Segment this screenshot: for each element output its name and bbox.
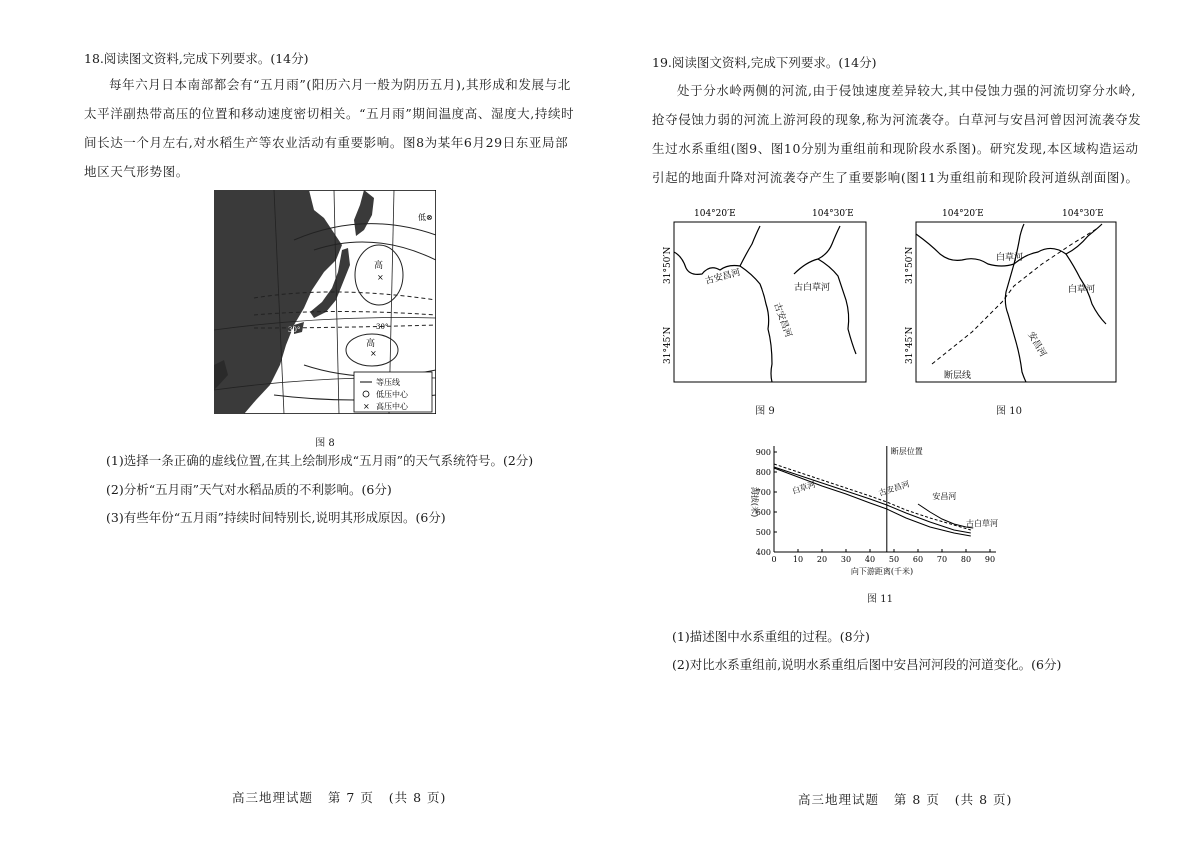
figure-8-caption: 图 8 — [315, 438, 335, 449]
series-line-安昌河 — [918, 504, 973, 528]
high-center-label-2: 高 — [366, 339, 376, 349]
fig10-river-c: 安昌河 — [1025, 330, 1048, 359]
fig10-lon-left: 104°20′E — [942, 209, 984, 219]
y-axis-label: 海拔(米) — [750, 486, 759, 518]
figure-9-river-map — [660, 204, 870, 384]
deg-label-b: 30° — [376, 323, 389, 331]
fig9-lon-right: 104°30′E — [812, 209, 854, 219]
fig9-river-a: 古安昌河 — [704, 267, 742, 287]
fig9-lon-left: 104°20′E — [694, 209, 736, 219]
svg-text:×: × — [363, 402, 370, 411]
x-axis-label: 向下游距离(千米) — [850, 567, 914, 576]
y-tick-label: 600 — [755, 508, 771, 517]
series-label: 白草河 — [791, 479, 817, 496]
figure-11-caption: 图 11 — [867, 594, 893, 605]
q19-part1: (1)描述图中水系重组的过程。(8分) — [672, 629, 870, 644]
figure-8-weather-map — [214, 190, 436, 414]
high-center-label-1: 高 — [374, 261, 384, 271]
fig9-lat-top: 31°50′N — [663, 246, 673, 284]
figure-11-profile-chart — [744, 440, 1034, 580]
x-tick-label: 80 — [960, 555, 972, 564]
fig10-lat-top: 31°50′N — [905, 246, 915, 284]
q18-part3: (3)有些年份“五月雨”持续时间特别长,说明其形成原因。(6分) — [106, 510, 446, 525]
deg-label-a: 30° — [288, 326, 301, 334]
x-tick-label: 60 — [912, 555, 924, 564]
x-tick-label: 90 — [984, 555, 996, 564]
x-tick-label: 10 — [792, 555, 804, 564]
figure-9-caption: 图 9 — [755, 406, 775, 417]
y-tick-label: 800 — [755, 468, 771, 477]
series-label: 安昌河 — [932, 492, 957, 501]
x-tick-label: 50 — [888, 555, 900, 564]
svg-text:×: × — [370, 349, 377, 358]
x-tick-label: 70 — [936, 555, 948, 564]
q18-part2: (2)分析“五月雨”天气对水稻品质的不利影响。(6分) — [106, 482, 392, 497]
q18-title: 18.阅读图文资料,完成下列要求。(14分) — [84, 51, 309, 66]
legend-high: 高压中心 — [376, 402, 408, 411]
fig10-river-b: 白草河 — [1068, 285, 1096, 295]
series-label: 古安昌河 — [877, 479, 911, 498]
y-tick-label: 700 — [755, 488, 771, 497]
fault-position-label: 断层位置 — [890, 447, 923, 456]
q18-part1: (1)选择一条正确的虚线位置,在其上绘制形成“五月雨”的天气系统符号。(2分) — [106, 453, 534, 468]
footer-left: 高三地理试题 第 7 页 (共 8 页) — [232, 790, 447, 805]
low-center-label: 低⊗ — [418, 213, 433, 222]
y-tick-label: 900 — [755, 448, 771, 457]
fig9-river-c: 古白草河 — [794, 283, 831, 293]
svg-text:×: × — [377, 273, 384, 282]
footer-right: 高三地理试题 第 8 页 (共 8 页) — [798, 792, 1013, 807]
fig9-lat-bottom: 31°45′N — [663, 326, 673, 364]
q19-part2: (2)对比水系重组前,说明水系重组后图中安昌河河段的河道变化。(6分) — [672, 657, 1062, 672]
fig10-lon-right: 104°30′E — [1062, 209, 1104, 219]
figure-10-caption: 图 10 — [996, 406, 1022, 417]
y-tick-label: 400 — [755, 548, 771, 557]
legend-isobar: 等压线 — [376, 378, 400, 387]
q19-paragraph: 处于分水岭两侧的河流,由于侵蚀速度差异较大,其中侵蚀力强的河流切穿分水岭,抢夺侵蚀力弱的河流上游河段的现象,称为河流袭夺。白草河与安昌河曾因河流袭夺发生过水系重组(图9、图10分别为重组前和现阶段水系图)。研究发现,本区域构造运动引起的地面升降对河流袭夺产生了重要影响(图11为重组前和现阶段河道纵剖面图)。 — [652, 83, 1142, 185]
series-label: 古白草河 — [966, 519, 998, 528]
x-tick-label: 0 — [771, 555, 777, 564]
x-tick-label: 40 — [864, 555, 876, 564]
fig10-fault-label: 断层线 — [944, 371, 972, 381]
q19-title: 19.阅读图文资料,完成下列要求。(14分) — [652, 55, 877, 70]
x-tick-label: 20 — [816, 555, 828, 564]
legend-low: 低压中心 — [376, 390, 408, 399]
figure-10-river-map — [902, 204, 1122, 384]
fig10-river-a: 白草河 — [996, 253, 1024, 263]
x-tick-label: 30 — [840, 555, 852, 564]
y-tick-label: 500 — [755, 528, 771, 537]
fig10-lat-bottom: 31°45′N — [905, 326, 915, 364]
fig9-river-b: 古安昌河 — [771, 301, 793, 339]
q18-paragraph: 每年六月日本南部都会有“五月雨”(阳历六月一般为阴历五月),其形成和发展与北太平洋副热带高压的位置和移动速度密切相关。“五月雨”期间温度高、湿度大,持续时间长达一个月左右,对水稻生产等农业活动有重要影响。图8为某年6月29日东亚局部地区天气形势图。 — [84, 77, 575, 179]
